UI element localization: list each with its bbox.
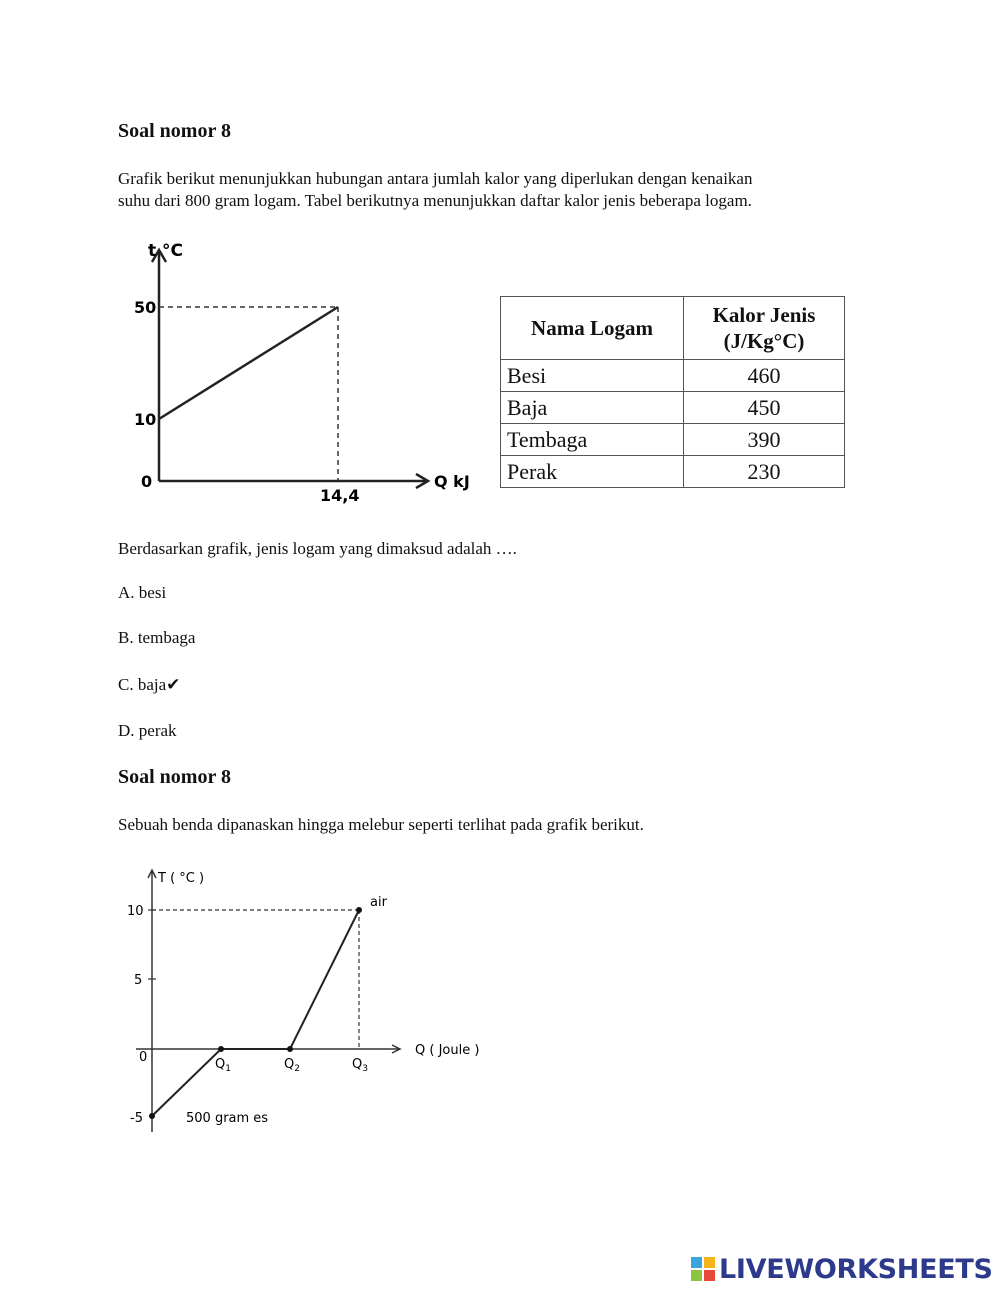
heat-temperature-graph-2 [118, 860, 498, 1140]
y-axis-label: T ( °C ) [158, 871, 205, 886]
option-b[interactable]: B. tembaga [118, 628, 196, 647]
header-specific-heat-label: Kalor Jenis [712, 303, 816, 327]
point-q2 [287, 1046, 293, 1052]
table-row [501, 360, 845, 392]
metal-name: Baja [501, 392, 684, 424]
data-line [152, 910, 359, 1116]
table-row [501, 456, 845, 488]
logo-mark-icon [691, 1257, 715, 1281]
option-a[interactable]: A. besi [118, 583, 167, 602]
option-d[interactable]: D. perak [118, 721, 177, 740]
question-1-intro-line-2: suhu dari 800 gram logam. Tabel berikutnya menunjukkan daftar kalor jenis beberapa logam. [118, 191, 752, 210]
x-axis-label: Q kJ [434, 472, 470, 491]
liveworksheets-logo [691, 1251, 993, 1287]
metal-name: Besi [501, 360, 684, 392]
question-2-title: Soal nomor 8 [118, 766, 231, 788]
specific-heat-table [500, 296, 845, 488]
table-row [501, 424, 845, 456]
table-header-row [501, 297, 845, 360]
header-metal-name: Nama Logam [501, 297, 684, 360]
x-axis-label: Q ( Joule ) [415, 1043, 480, 1058]
y-tick-5: 5 [134, 973, 143, 988]
specific-heat-value: 230 [684, 456, 845, 488]
header-specific-heat-unit: (J/Kg°C) [723, 329, 805, 353]
x-tick-q1: $Q_1$ [215, 1057, 231, 1074]
y-tick-10: 10 [127, 904, 144, 919]
annotation-air: air [370, 895, 387, 910]
point-q3 [356, 907, 362, 913]
question-2-intro: Sebuah benda dipanaskan hingga melebur seperti terlihat pada grafik berikut. [118, 815, 644, 834]
metal-name: Tembaga [501, 424, 684, 456]
specific-heat-value: 460 [684, 360, 845, 392]
y-tick-minus-5: -5 [130, 1111, 143, 1126]
data-line [159, 307, 338, 419]
y-tick-10: 10 [134, 410, 157, 429]
point-start [149, 1113, 155, 1119]
specific-heat-value: 450 [684, 392, 845, 424]
option-c[interactable]: C. baja✔ [118, 675, 181, 694]
question-1-intro-line-1: Grafik berikut menunjukkan hubungan antara jumlah kalor yang diperlukan dengan kenaikan [118, 169, 753, 188]
heat-temperature-graph-1 [118, 230, 488, 510]
y-axis-label: t °C [148, 241, 184, 261]
header-specific-heat [684, 297, 845, 360]
y-tick-0: 0 [141, 472, 153, 491]
table-row [501, 392, 845, 424]
x-tick-q2: $Q_2$ [284, 1057, 300, 1074]
metal-name: Perak [501, 456, 684, 488]
specific-heat-value: 390 [684, 424, 845, 456]
question-1-title: Soal nomor 8 [118, 120, 231, 142]
x-tick-14-4: 14,4 [320, 486, 360, 505]
question-1-prompt: Berdasarkan grafik, jenis logam yang dimaksud adalah …. [118, 539, 517, 558]
y-tick-50: 50 [134, 298, 157, 317]
point-q1 [218, 1046, 224, 1052]
logo-text: LIVEWORKSHEETS [719, 1253, 993, 1285]
x-tick-q3: $Q_3$ [352, 1057, 368, 1074]
annotation-ice: 500 gram es [186, 1111, 269, 1126]
y-tick-0: 0 [139, 1050, 148, 1065]
